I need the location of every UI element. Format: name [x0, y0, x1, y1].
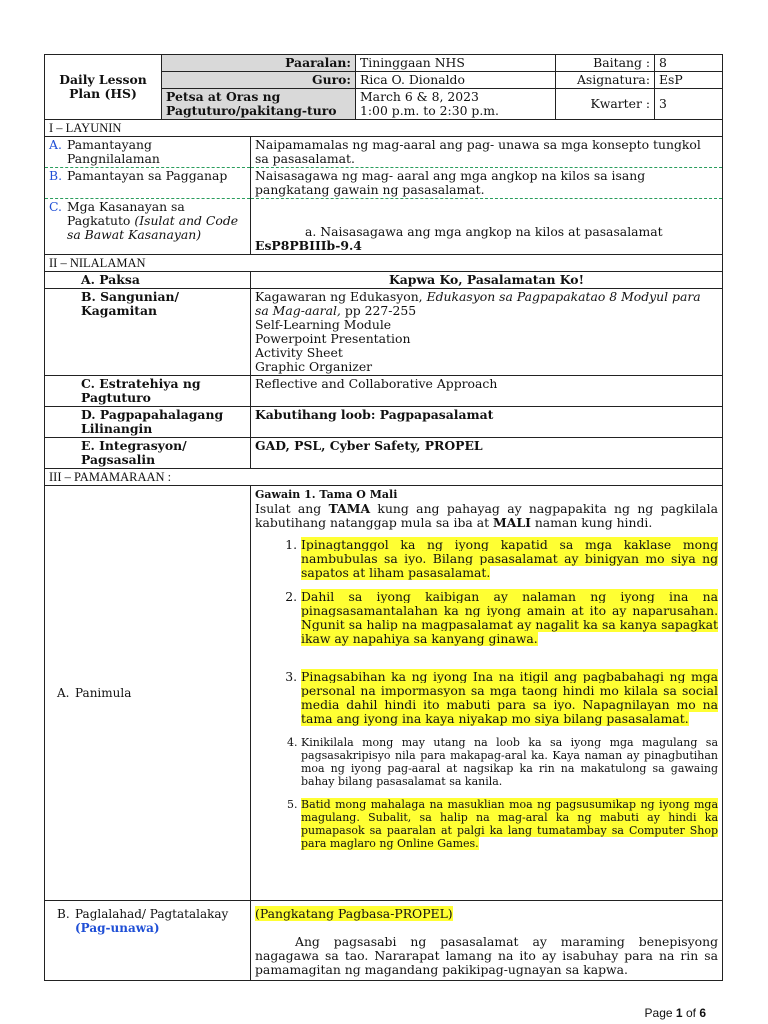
layunin-c-label	[45, 199, 251, 255]
item-1-text: Ipinagtanggol ka ng iyong kapatid sa mga kaklase mong nambubulas sa iyo. Bilang pasasalamat ay binigyan mo siya ng sapatos at liham pasasalamat.	[301, 537, 719, 580]
kwarter-label: Kwarter :	[556, 89, 655, 120]
pagpapahalaga-label: D. Pagpapahalagang Lilinangin	[45, 407, 251, 438]
petsa-date: March 6 & 8, 2023	[360, 89, 479, 104]
pagpapahalaga-value: Kabutihang loob: Pagpapasalamat	[251, 407, 723, 438]
item-4-text: Kinikilala mong may utang na loob ka sa iyong mga magulang sa pagsasakripisyo nila para makapag-aral ka. Kaya naman ay pinagbutihan moa ng iyong pag-aaral at nagsikap ka rin na makatulong sa gawaing bahay bilang pasasalamat sa kanila.	[301, 736, 719, 788]
list-item	[301, 538, 718, 580]
estratehiya-label: C. Estratehiya ng Pagtuturo	[45, 376, 251, 407]
instr-tama: TAMA	[328, 501, 371, 516]
integrasyon-value: GAD, PSL, Cyber Safety, PROPEL	[251, 438, 723, 469]
sangunian-value	[251, 289, 723, 376]
layunin-c-value	[251, 199, 723, 255]
main-table	[44, 119, 723, 981]
gawain-title: Gawain 1. Tama O Mali	[255, 488, 398, 501]
petsa-value	[356, 89, 556, 120]
nilalaman-heading: II – NILALAMAN	[45, 255, 723, 272]
panimula-content	[251, 486, 723, 901]
petsa-time: 1:00 p.m. to 2:30 p.m.	[360, 103, 499, 118]
layunin-heading: I – LAYUNIN	[45, 120, 723, 137]
asignatura-label: Asignatura:	[556, 72, 655, 89]
sangunian-line-2: Self-Learning Module	[255, 317, 392, 332]
list-item	[301, 590, 718, 646]
baitang-value: 8	[655, 55, 723, 72]
pamamaraan-heading: III – PAMAMARAAN :	[45, 469, 723, 486]
header-table	[44, 54, 723, 120]
list-item	[301, 670, 718, 726]
pamantayan-sa-pagganap-label: Pamantayan sa Pagganap	[67, 168, 228, 183]
item-3-text: Pinagsabihan ka ng iyong Ina na itigil ang pagbabahagi ng mga personal na impormasyon sa mga taong hindi mo kilala sa social media dahil hindi ito mabuti para sa iyo. Napagnilayan mo na tama ang iyong ina kaya niyakap mo siya bilang pasasalamat.	[301, 669, 719, 726]
letter-a: A.	[49, 137, 62, 152]
panimula-label	[45, 486, 251, 901]
layunin-a-label	[45, 137, 251, 168]
letter-panimula: A.	[57, 686, 70, 700]
guro-label: Guro:	[162, 72, 356, 89]
layunin-a-value: Naipamamalas ng mag-aaral ang pag- unawa sa mga konsepto tungkol sa pasasalamat.	[251, 137, 723, 168]
paglalahad-paragraph: Ang pagsasabi ng pasasalamat ay maraming benepisyong nagagawa sa tao. Nararapat lamang na ito ay isabuhay para na rin sa pamamagitan ng magandang pakikipag-ugnayan sa kapwa.	[255, 934, 719, 977]
list-item	[301, 798, 718, 850]
paglalahad-content	[251, 901, 723, 981]
sangunian-label: B. Sangunian/ Kagamitan	[45, 289, 251, 376]
of-word: of	[685, 1006, 696, 1020]
estratehiya-value: Reflective and Collaborative Approach	[251, 376, 723, 407]
kasanayan-label-italic: (Isulat and Code sa Bawat Kasanayan)	[67, 213, 239, 242]
paaralan-value: Tininggaan NHS	[356, 55, 556, 72]
sangunian-source: Kagawaran ng Edukasyon,	[255, 289, 427, 304]
gawain-instructions	[255, 502, 718, 530]
list-item	[301, 736, 718, 788]
instr-part-3: naman kung hindi.	[530, 515, 653, 530]
instr-mali: MALI	[493, 515, 531, 530]
page-total: 6	[699, 1006, 706, 1020]
panimula-text: Panimula	[75, 686, 132, 700]
sangunian-book: Edukasyon sa Pagpapakatao 8 Modyul para sa Mag-aaral,	[255, 289, 701, 318]
guro-value: Rica O. Dionaldo	[356, 72, 556, 89]
paksa-label: A. Paksa	[45, 272, 251, 289]
instr-part-1: Isulat ang	[255, 501, 329, 516]
page-footer	[645, 1006, 706, 1020]
page-word: Page	[644, 1006, 673, 1020]
integrasyon-label: E. Integrasyon/ Pagsasalin	[45, 438, 251, 469]
pangkatang-pagbasa-heading: (Pangkatang Pagbasa-PROPEL)	[255, 906, 453, 921]
kasanayan-text: a. Naisasagawa ang mga angkop na kilos at pasasalamat	[305, 224, 663, 239]
sangunian-line-1	[255, 290, 718, 318]
paglalahad-text: Paglalahad/ Pagtatalakay	[75, 907, 229, 921]
page-number: 1	[675, 1006, 683, 1020]
kwarter-value: 3	[655, 89, 723, 120]
paksa-value: Kapwa Ko, Pasalamatan Ko!	[251, 272, 723, 289]
pamantayang-pangnilalaman-label: Pamantayang Pangnilalaman	[67, 137, 160, 166]
item-5-text: Batid mong mahalaga na masuklian moa ng pagsusumikap ng iyong mga magulang. Subalit, sa halip na mag-aral ka ng mabuti ay hindi ka pumapasok sa paaralan at palgi ka lang tumatambay sa Computer Shop para maglaro ng Online Games.	[301, 798, 719, 850]
item-2-text: Dahil sa iyong kaibigan ay nalaman ng iyong ina na pinagsasamantalahan ka ng iyong amain at ito ay naparusahan. Ngunit sa halip na magpasalamat ay nagalit ka sa kanya sapagkat ikaw ay napahiya sa kanyang ginawa.	[301, 589, 719, 646]
sangunian-line-5: Graphic Organizer	[255, 359, 373, 374]
letter-paglalahad: B.	[57, 907, 70, 921]
instr-part-2: kung ang pahayag ay nagpapakita ng ng pagkilala kabutihang natanggap mula sa iba at	[255, 501, 719, 530]
letter-c: C.	[49, 199, 62, 214]
paglalahad-label	[45, 901, 251, 981]
paaralan-label: Paaralan:	[162, 55, 356, 72]
sangunian-pages: pp 227-255	[340, 303, 417, 318]
layunin-b-label	[45, 168, 251, 199]
layunin-b-value: Naisasagawa ng mag- aaral ang mga angkop na kilos sa isang pangkatang gawain ng pasasalamat.	[251, 168, 723, 199]
sangunian-line-3: Powerpoint Presentation	[255, 331, 411, 346]
letter-b: B.	[49, 168, 63, 183]
kasanayan-code: EsP8PBIIIb-9.4	[255, 238, 362, 253]
kasanayan-label: Mga Kasanayan sa Pagkatuto	[67, 199, 185, 228]
asignatura-value: EsP	[655, 72, 723, 89]
sangunian-line-4: Activity Sheet	[255, 345, 343, 360]
baitang-label: Baitang :	[556, 55, 655, 72]
pag-unawa-text: (Pag-unawa)	[75, 921, 160, 935]
lesson-plan-page	[44, 54, 722, 981]
gawain-items	[255, 538, 718, 850]
petsa-label: Petsa at Oras ng Pagtuturo/pakitang-turo	[162, 89, 356, 120]
doc-title: Daily Lesson Plan (HS)	[45, 55, 162, 120]
